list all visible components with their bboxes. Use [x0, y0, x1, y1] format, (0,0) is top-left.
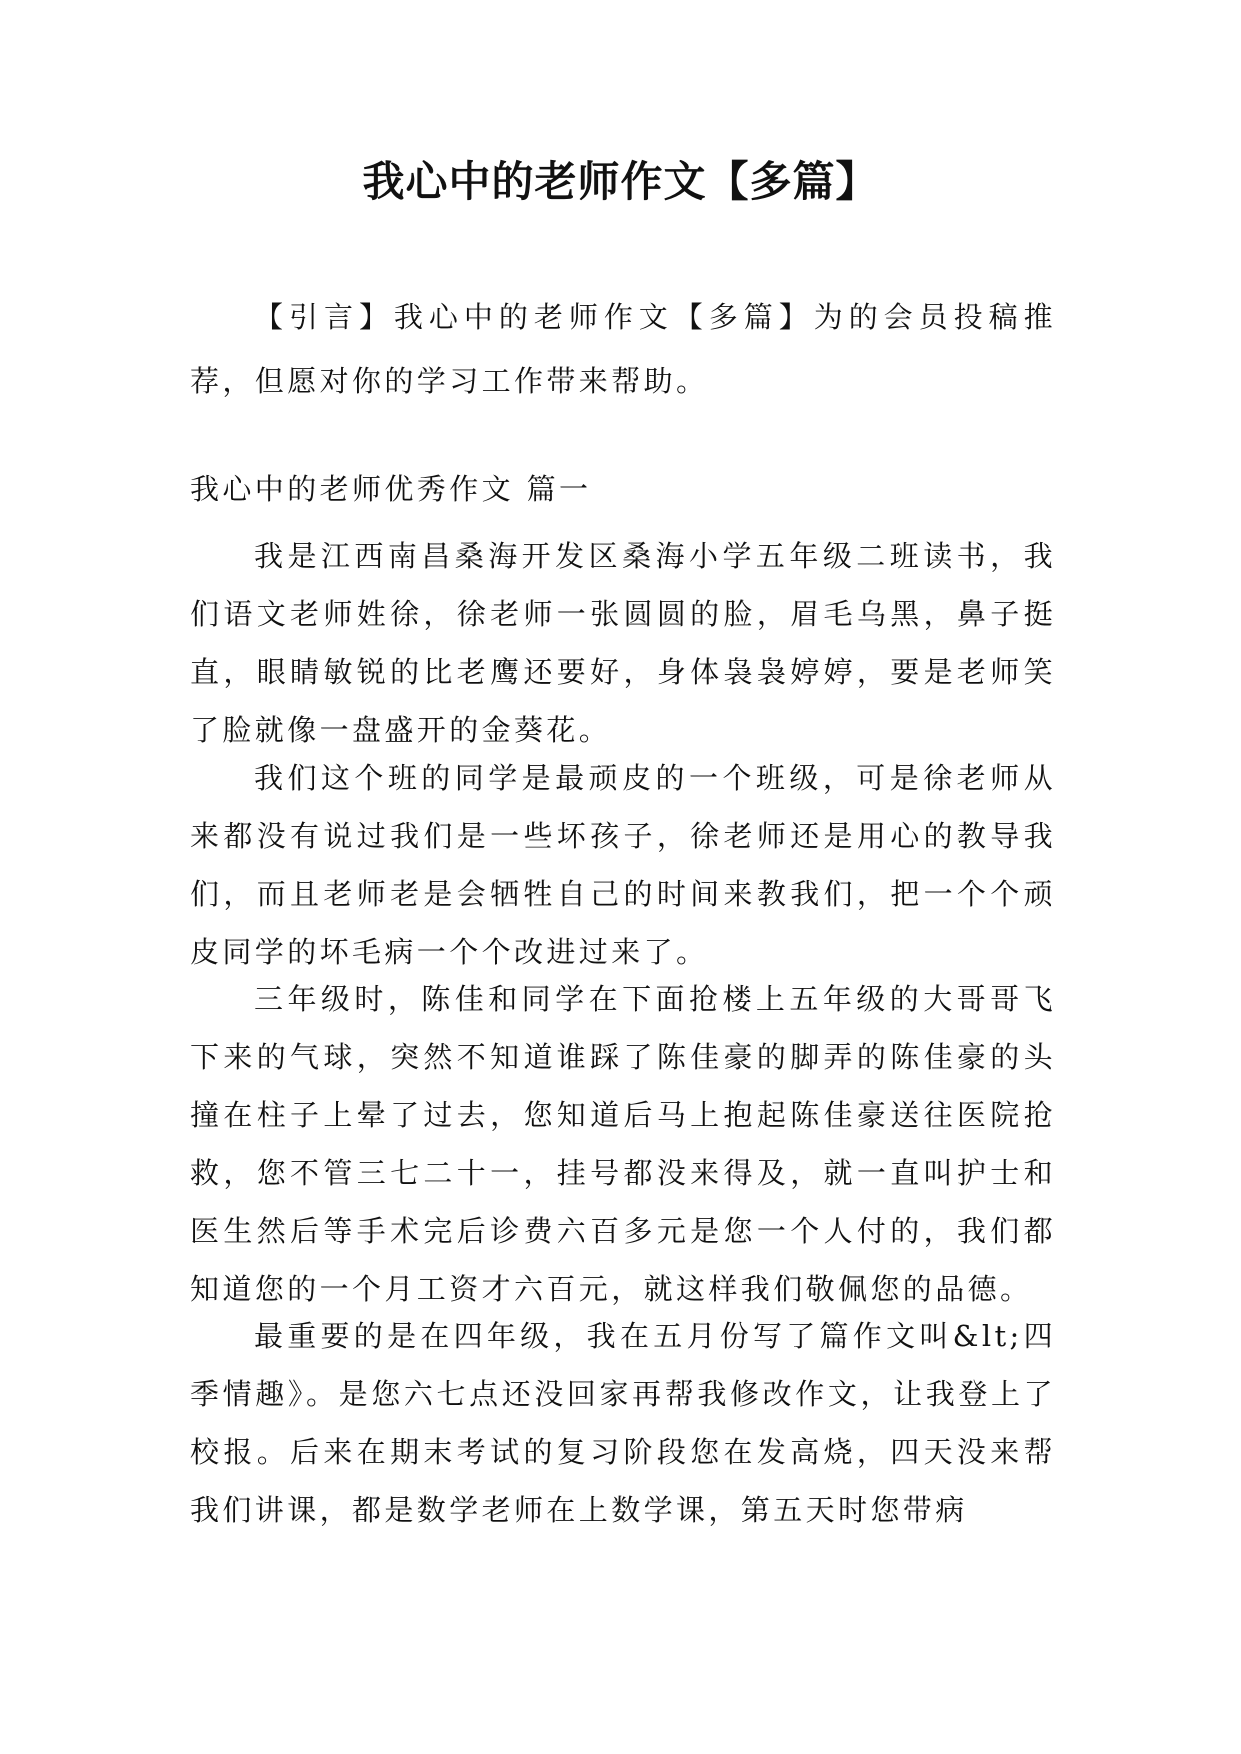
document-title: 我心中的老师作文【多篇】	[362, 157, 879, 206]
body-paragraph-3: 三年级时，陈佳和同学在下面抢楼上五年级的大哥哥飞下来的气球，突然不知道谁踩了陈佳豪的脚弄的陈佳豪的头撞在柱子上晕了过去，您知道后马上抱起陈佳豪送往医院抢救，您不管三七二十一，挂号都没来得及，就一直叫护士和医生然后等手术完后诊费六百多元是您一个人付的，我们都知道您的一个月工资才六百元，就这样我们敬佩您的品德。	[190, 982, 1056, 1306]
section-heading: 我心中的老师优秀作文 篇一	[190, 472, 592, 506]
body-paragraph-2: 我们这个班的同学是最顽皮的一个班级，可是徐老师从来都没有说过我们是一些坏孩子，徐老师还是用心的教导我们，而且老师老是会牺牲自己的时间来教我们，把一个个顽皮同学的坏毛病一个个改进过来了。	[190, 761, 1056, 969]
intro-paragraph: 【引言】我心中的老师作文【多篇】为的会员投稿推荐，但愿对你的学习工作带来帮助。	[190, 300, 1056, 398]
body-paragraph-4: 最重要的是在四年级，我在五月份写了篇作文叫&lt;四季情趣》。是您六七点还没回家再帮我修改作文，让我登上了校报。后来在期末考试的复习阶段您在发高烧，四天没来帮我们讲课，都是数学老师在上数学课，第五天时您带病	[190, 1319, 1056, 1527]
body-paragraph-1: 我是江西南昌桑海开发区桑海小学五年级二班读书，我们语文老师姓徐，徐老师一张圆圆的脸，眉毛乌黑，鼻子挺直，眼睛敏锐的比老鹰还要好，身体袅袅婷婷，要是老师笑了脸就像一盘盛开的金葵花。	[190, 539, 1056, 747]
